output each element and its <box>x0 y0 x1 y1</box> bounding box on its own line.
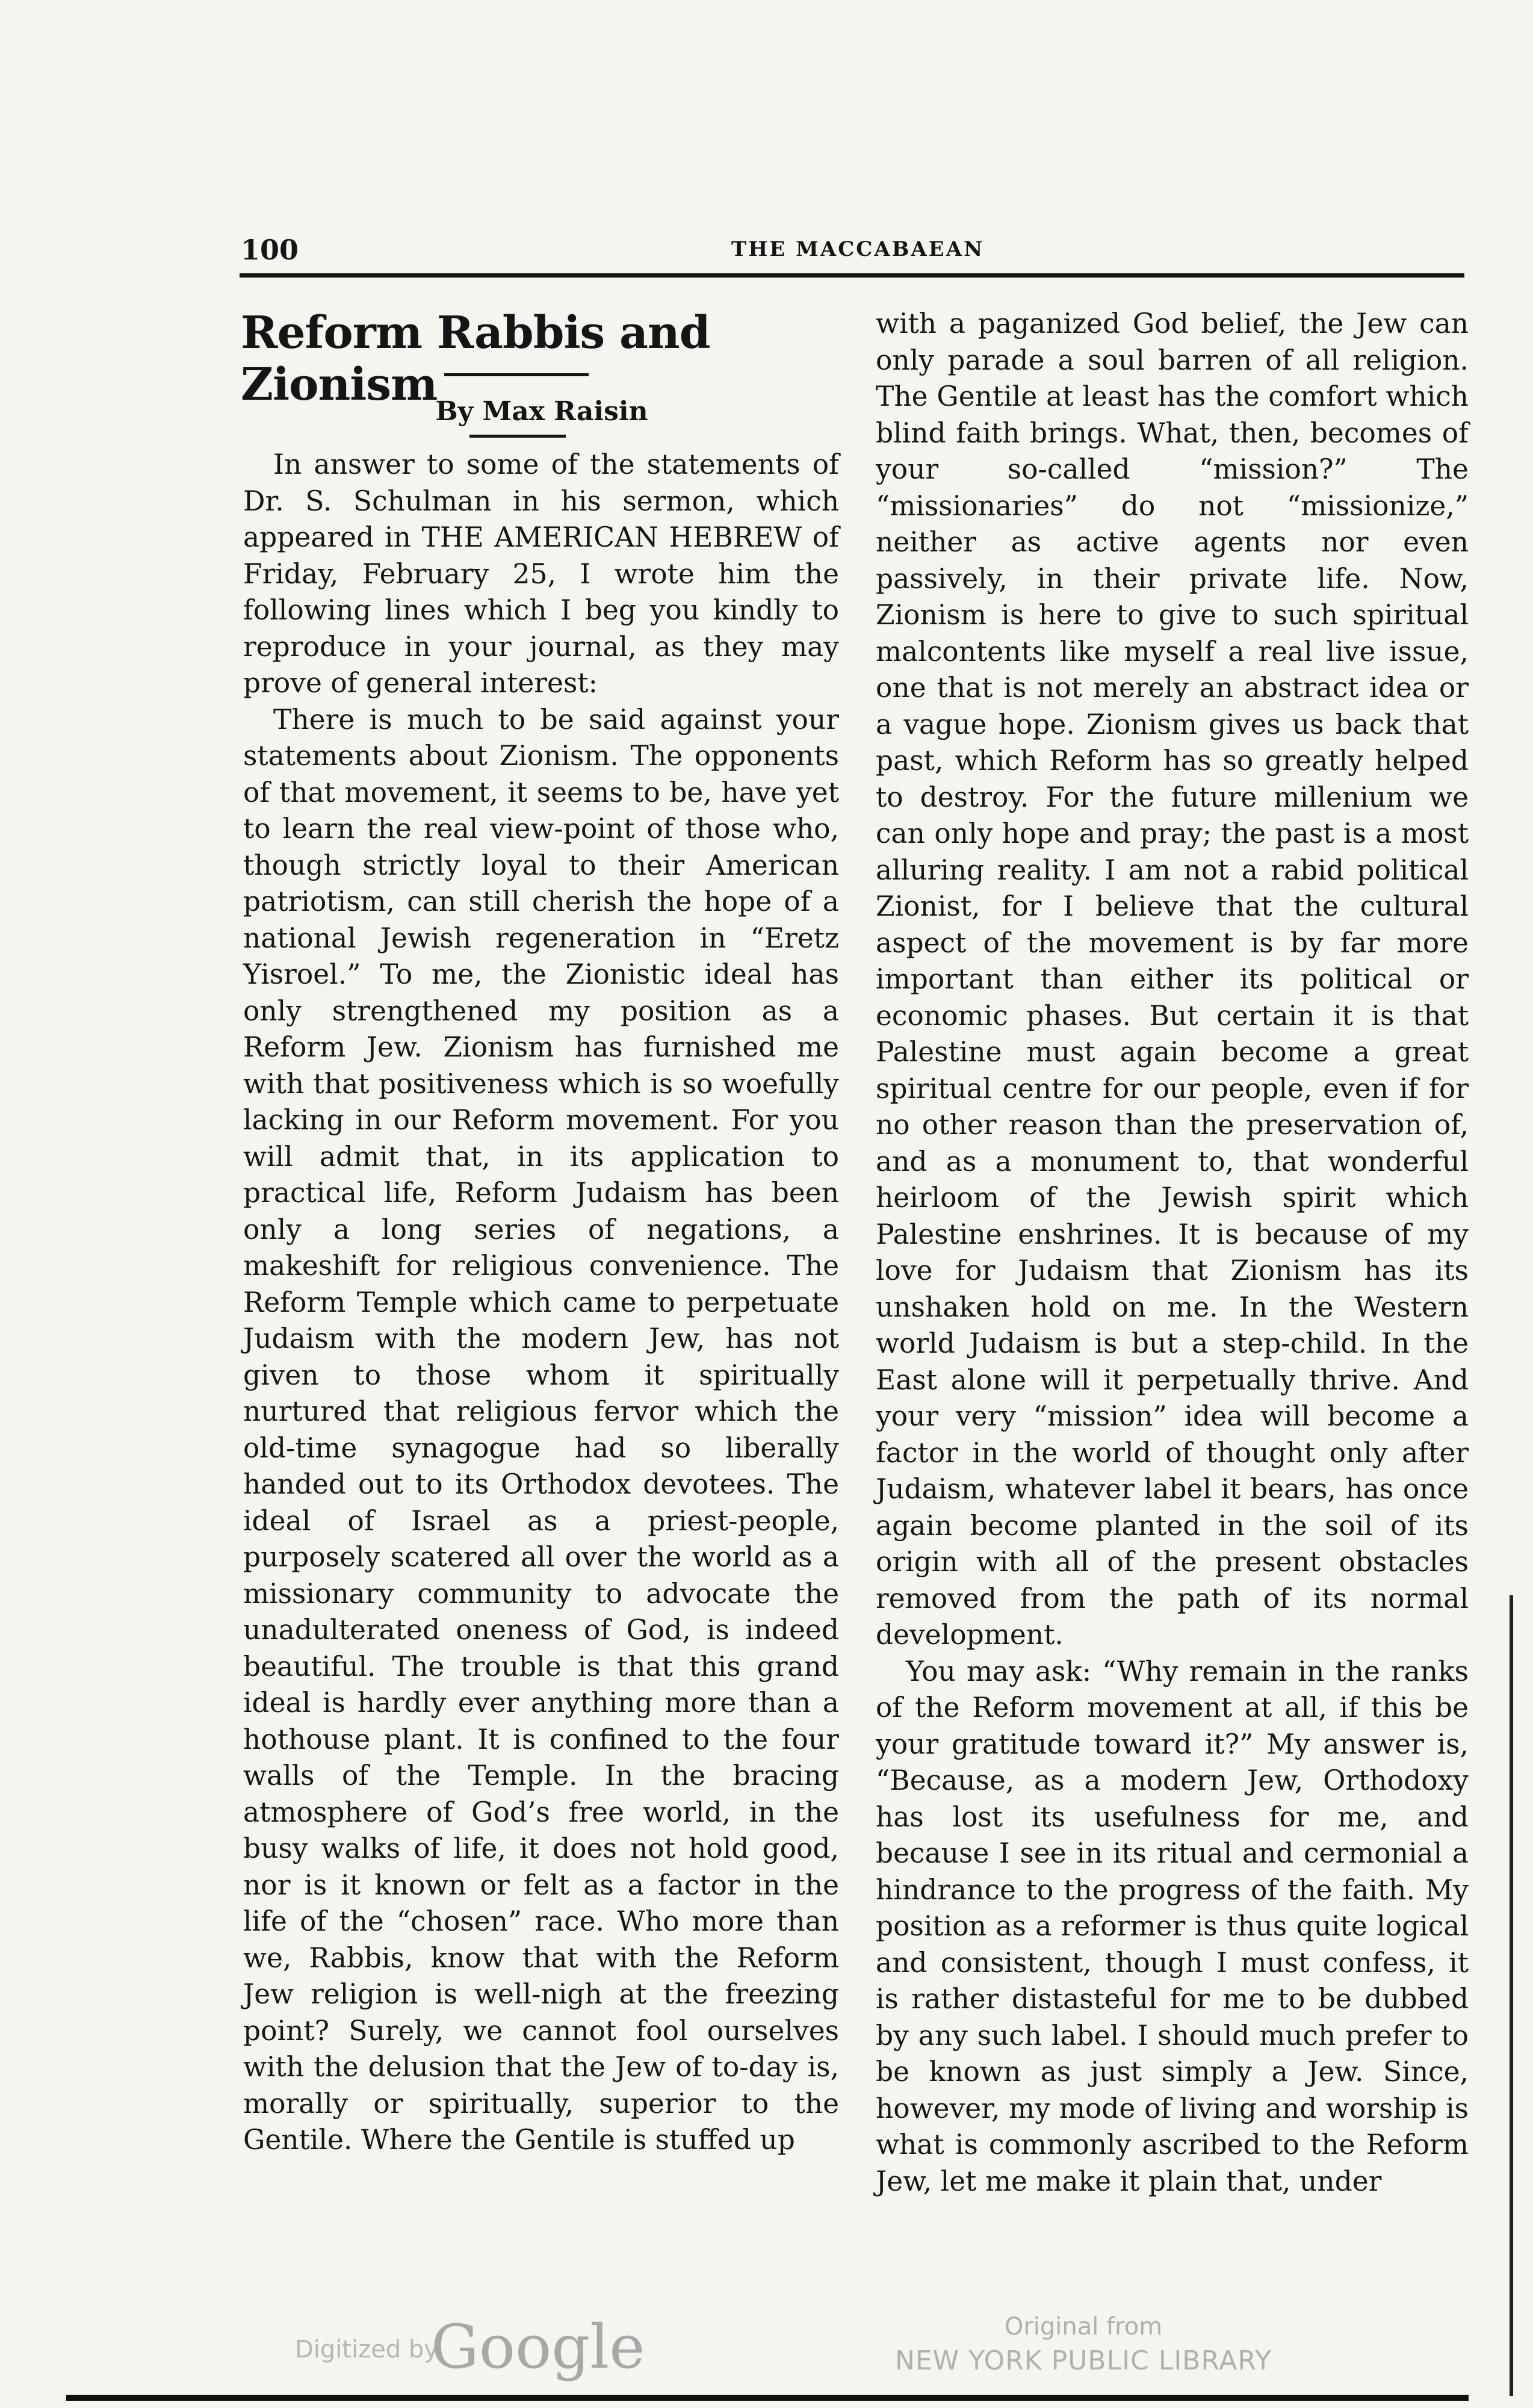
bottom-bar <box>66 2395 1469 2401</box>
original-from-label: Original from <box>1004 2313 1163 2341</box>
running-title: THE MACCABAEAN <box>731 237 985 261</box>
header-rule <box>240 273 1464 278</box>
paragraph-continued: with a paganized God belief, the Jew can only parade a soul barren of all religion. The Gentile at least has the comfort which blind faith brings. What, then, becomes of your so-called “mission?” The “missionaries” do not “missionize,” neither as active agents nor even passively, in their private life. Now, Zionism is here to give to such spiritual malcontents like myself a real live issue, one that is not merely an abstract idea or a vague hope. Zionism gives us back that past, which Reform has so greatly helped to destroy. For the future millenium we can only hope and pray; the past is a most alluring reality. I am not a rabid political Zionist, for I believe that the cultural aspect of the movement is by far more important than either its political or economic phases. But certain it is that Palestine must again become a great spiritual centre for our people, even if for no other reason than the preservation of, and as a monument to, that wonderful heirloom of the Jewish spirit which Palestine enshrines. It is because of my love for Judaism that Zionism has its unshaken hold on me. In the Western world Judaism is but a step-child. In the East alone will it perpetually thrive. And your very “mission” idea will become a factor in the world of thought only after Judaism, whatever label it bears, has once again become planted in the soil of its origin with all of the present obstacles removed from the path of its normal development. <box>876 308 1469 1651</box>
title-divider <box>444 373 589 376</box>
library-name: NEW YORK PUBLIC LIBRARY <box>894 2345 1272 2376</box>
byline-divider <box>469 435 566 438</box>
paragraph-zionism: There is much to be said against your statements about Zionism. The opponents of that movement, it seems to be, have yet to learn the real view-point of those who, though strictly loyal to their American patriotism, can still cherish the hope of a national Jewish regeneration in “Eretz Yisroel.” To me, the Zionistic ideal has only strengthened my position as a Reform Jew. Zionism has furnished me with that positiveness which is so woefully lacking in our Reform movement. For you will admit that, in its application to practical life, Reform Judaism has been only a long series of negations, a makeshift for religious convenience. The Reform Temple which came to perpetuate Judaism with the modern Jew, has not given to those whom it spiritually nurtured that religious fervor which the old-time synagogue had so liberally handed out to its Orthodox devotees. The ideal of Israel as a priest-people, purposely scatered all over the world as a missionary community to advocate the unadulterated oneness of God, is indeed beautiful. The trouble is that this grand ideal is hardly ever anything more than a hothouse plant. It is confined to the four walls of the Temple. In the bracing atmosphere of God’s free world, in the busy walks of life, it does not hold good, nor is it known or felt as a factor in the life of the “chosen” race. Who more than we, Rabbis, know that with the Reform Jew religion is well-nigh at the freezing point? Surely, we cannot fool ourselves with the delusion that the Jew of to-day is, morally or spiritually, superior to the Gentile. Where the Gentile is stuffed up <box>243 703 839 2156</box>
digitized-by-label: Digitized by <box>295 2336 438 2363</box>
edge-line <box>1510 1595 1513 2396</box>
article-title: Reform Rabbis and Zionism <box>241 307 710 411</box>
page-number: 100 <box>241 234 299 266</box>
byline: By Max Raisin <box>435 396 648 427</box>
left-column <box>243 447 839 2159</box>
paragraph-you-may-ask: You may ask: “Why remain in the ranks of the Reform movement at all, if this be your gratitude toward it?” My answer is, “Because, as a modern Jew, Orthodoxy has lost its usefulness for me, and because I see in its ritual and cermonial a hindrance to the progress of the faith. My position as a reformer is thus quite logical and consistent, though I must confess, it is rather distasteful for me to be dubbed by any such label. I should much prefer to be known as just simply a Jew. Since, however, my mode of living and worship is what is commonly ascribed to the Reform Jew, let me make it plain that, under <box>876 1655 1469 2197</box>
paragraph-intro: In answer to some of the statements of Dr. S. Schulman in his sermon, which appeared in THE AMERICAN HEBREW of Friday, February 25, I wrote him the following lines which I beg you kindly to reproduce in your journal, as they may prove of general interest: <box>243 448 839 699</box>
original-from-credit <box>894 2313 1273 2376</box>
google-logo: Google <box>431 2312 645 2382</box>
right-column <box>876 306 1469 2200</box>
